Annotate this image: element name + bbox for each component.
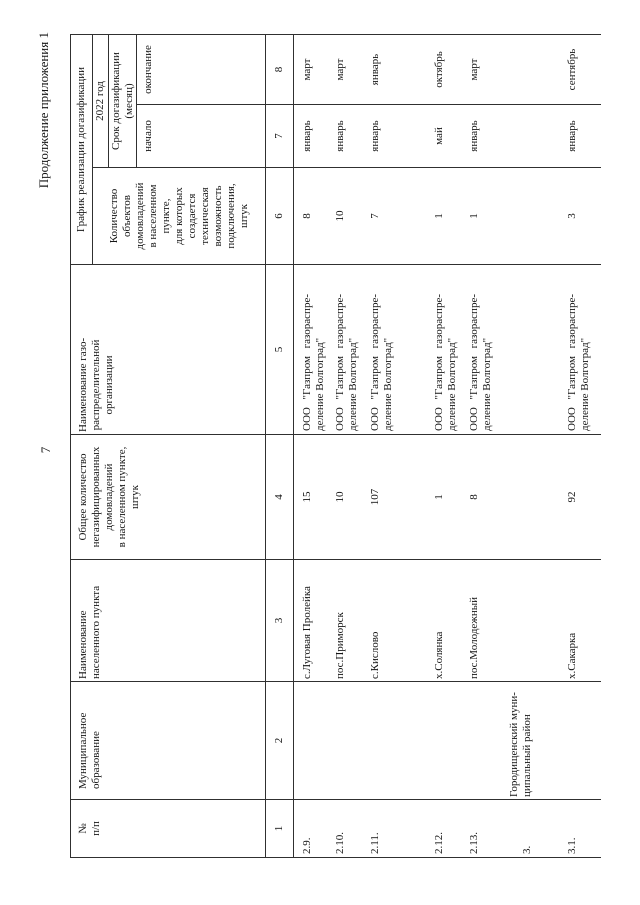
total-households-cell: 1 — [426, 435, 461, 560]
start-month-cell: май — [426, 105, 461, 168]
table-row — [559, 35, 601, 858]
municipality-cell — [426, 682, 461, 800]
objects-count-cell: 1 — [426, 168, 461, 265]
table-row — [294, 35, 328, 858]
municipality-cell — [327, 682, 362, 800]
header-line: в населенном — [146, 184, 159, 248]
municipality-cell — [559, 682, 601, 800]
header-objects-count — [93, 168, 266, 265]
settlement-cell: пос.Молодежный — [461, 560, 501, 682]
objects-count-cell: 7 — [362, 168, 426, 265]
start-month-cell: январь — [362, 105, 426, 168]
settlement-cell: х.Сакарка — [559, 560, 601, 682]
header-line: в населенном пункте, — [116, 446, 128, 548]
objects-count-cell: 3 — [559, 168, 601, 265]
end-month-cell — [501, 35, 559, 105]
objects-count-cell: 8 — [294, 168, 328, 265]
objects-count-cell: 1 — [461, 168, 501, 265]
header-line: для которых — [172, 187, 185, 245]
column-number: 4 — [266, 435, 294, 560]
organization-cell — [426, 265, 461, 435]
header-line: негазифицированных — [90, 446, 102, 548]
row-number: 2.13. — [461, 800, 501, 858]
header-line: населенного пункта — [90, 585, 102, 679]
organization-block — [433, 294, 459, 431]
organization-line: ООО "Газпром газораспре- — [369, 294, 381, 431]
header-line: подключения, — [224, 183, 237, 249]
header-line: штук — [129, 485, 141, 509]
organization-cell — [501, 265, 559, 435]
municipality-cell — [362, 682, 426, 800]
settlement-cell: с.Луговая Пролейка — [294, 560, 328, 682]
header-line: Наименование газо- — [77, 337, 89, 432]
header-line: объектов — [120, 195, 133, 237]
organization-line: деление Волгоград" — [314, 337, 326, 431]
row-number: 3.1. — [559, 800, 601, 858]
start-month-cell — [501, 105, 559, 168]
settlement-cell: х.Солянка — [426, 560, 461, 682]
start-month-cell: январь — [559, 105, 601, 168]
header-line: техническая — [198, 187, 211, 245]
organization-line: деление Волгоград" — [446, 337, 458, 431]
organization-cell — [461, 265, 501, 435]
column-number: 5 — [266, 265, 294, 435]
start-month-cell: январь — [461, 105, 501, 168]
table-row — [362, 35, 426, 858]
header-row — [71, 35, 93, 858]
organization-line: ООО "Газпром газораспре- — [301, 294, 313, 431]
objects-count-cell — [501, 168, 559, 265]
end-month-cell: октябрь — [426, 35, 461, 105]
end-month-cell: март — [461, 35, 501, 105]
header-line: Срок догазификации — [109, 52, 122, 150]
start-month-cell: январь — [294, 105, 328, 168]
column-numbers-row — [266, 35, 294, 858]
row-number: 2.9. — [294, 800, 328, 858]
header-organization — [71, 265, 266, 435]
end-month-cell: март — [294, 35, 328, 105]
page-number: 7 — [38, 446, 53, 454]
organization-cell — [294, 265, 328, 435]
table-row — [501, 35, 559, 858]
column-number: 7 — [266, 105, 294, 168]
organization-line: деление Волгоград" — [481, 337, 493, 431]
municipality-cell — [461, 682, 501, 800]
header-line: Муниципальное — [77, 712, 89, 789]
organization-block — [334, 294, 360, 431]
total-households-cell: 15 — [294, 435, 328, 560]
organization-line: деление Волгоград" — [579, 337, 591, 431]
header-row-number — [71, 800, 266, 858]
header-line: организации — [103, 355, 115, 415]
settlement-cell: пос.Приморск — [327, 560, 362, 682]
column-number: 6 — [266, 168, 294, 265]
header-term — [109, 35, 137, 168]
organization-line: деление Волгоград" — [382, 337, 394, 431]
header-municipality — [71, 682, 266, 800]
header-line: Общее количество — [77, 453, 89, 541]
header-line: № — [77, 823, 89, 834]
row-number: 3. — [501, 800, 559, 858]
total-households-cell: 107 — [362, 435, 426, 560]
settlement-cell — [501, 560, 559, 682]
municipality-line: Городищенский муни- — [508, 692, 520, 797]
header-end: окончание — [137, 35, 266, 105]
organization-block — [301, 294, 327, 431]
header-line: домовладений — [103, 463, 115, 531]
organization-block — [468, 294, 494, 431]
header-organization-block — [77, 338, 116, 432]
appendix-continuation-note: Продолжение приложения 1 — [36, 32, 51, 189]
header-line: создается — [185, 193, 198, 239]
header-start: начало — [137, 105, 266, 168]
end-month-cell: сентябрь — [559, 35, 601, 105]
organization-line: ООО "Газпром газораспре- — [468, 294, 480, 431]
header-line: распределительной — [90, 339, 102, 431]
row-number: 2.11. — [362, 800, 426, 858]
header-line: (месяц) — [122, 83, 135, 119]
header-line: Наименование — [77, 610, 89, 679]
organization-line: ООО "Газпром газораспре- — [334, 294, 346, 431]
table-row — [426, 35, 461, 858]
organization-line: деление Волгоград" — [347, 337, 359, 431]
municipality-line: ципальный район — [521, 714, 533, 797]
total-households-cell: 92 — [559, 435, 601, 560]
header-line: домовладений — [133, 182, 146, 250]
header-schedule: График реализации догазификации — [71, 35, 93, 265]
header-settlement — [71, 560, 266, 682]
end-month-cell: март — [327, 35, 362, 105]
header-line: образование — [90, 731, 102, 789]
header-line: п/п — [90, 821, 102, 836]
municipality-cell — [294, 682, 328, 800]
organization-block — [369, 294, 395, 431]
column-number: 8 — [266, 35, 294, 105]
header-line: пункте, — [159, 198, 172, 234]
organization-block — [566, 294, 592, 431]
header-line: возможность — [211, 185, 224, 247]
total-households-cell: 10 — [327, 435, 362, 560]
table-row — [461, 35, 501, 858]
organization-cell — [327, 265, 362, 435]
header-total-households — [71, 435, 266, 560]
header-year: 2022 год — [93, 35, 109, 168]
municipality-cell — [501, 682, 559, 800]
column-number: 2 — [266, 682, 294, 800]
organization-line: ООО "Газпром газораспре- — [433, 294, 445, 431]
header-line: Количество — [107, 188, 120, 244]
table-row — [327, 35, 362, 858]
gasification-schedule-table — [70, 34, 601, 858]
total-households-cell: 8 — [461, 435, 501, 560]
end-month-cell: январь — [362, 35, 426, 105]
organization-cell — [559, 265, 601, 435]
row-number: 2.10. — [327, 800, 362, 858]
organization-line: ООО "Газпром газораспре- — [566, 294, 578, 431]
row-number: 2.12. — [426, 800, 461, 858]
column-number: 1 — [266, 800, 294, 858]
objects-count-cell: 10 — [327, 168, 362, 265]
settlement-cell: с.Кислово — [362, 560, 426, 682]
total-households-cell — [501, 435, 559, 560]
start-month-cell: январь — [327, 105, 362, 168]
header-line: штук — [237, 204, 250, 228]
organization-cell — [362, 265, 426, 435]
column-number: 3 — [266, 560, 294, 682]
